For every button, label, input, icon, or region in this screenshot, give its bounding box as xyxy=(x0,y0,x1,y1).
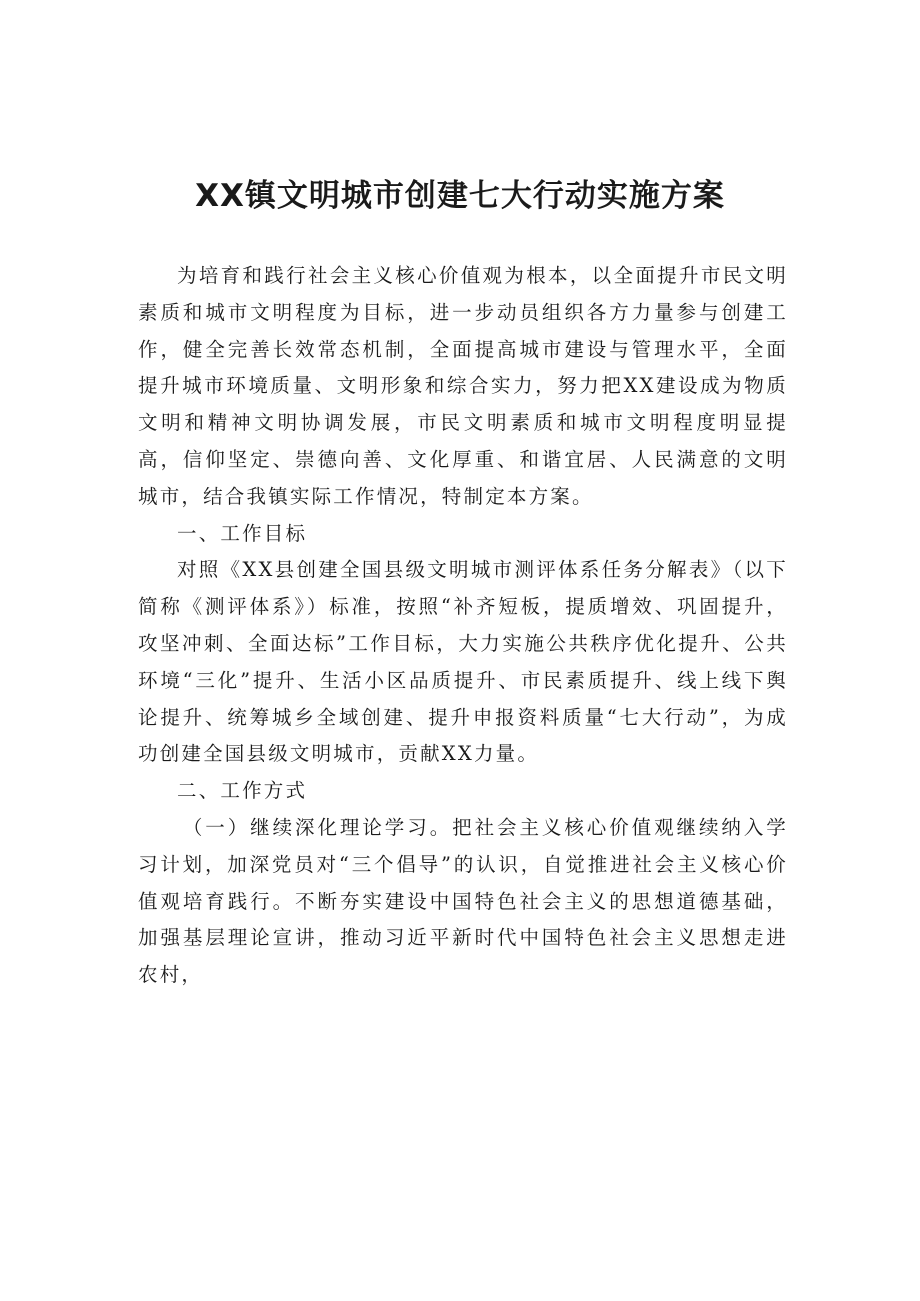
section-heading-methods: 二、工作方式 xyxy=(177,779,308,803)
methods-paragraph-1: （一）继续深化理论学习。把社会主义核心价值观继续纳入学习计划，加深党员对“三个倡导”的认识，自觉推进社会主义核心价值观培育践行。不断夯实建设中国特色社会主义的思想道德基础，加强基层理论宣讲，推动习近平新时代中国特色社会主义思想走进农村， xyxy=(138,815,788,987)
goals-paragraph: 对照《XX县创建全国县级文明城市测评体系任务分解表》（以下简称《测评体系》）标准，按照“补齐短板，提质增效、巩固提升，攻坚冲刺、全面达标”工作目标，大力实施公共秩序优化提升、公共环境“三化”提升、生活小区品质提升、市民素质提升、线上线下舆论提升、统筹城乡全域创建、提升申报资料质量“七大行动”，为成功创建全国县级文明城市，贡献XX力量。 xyxy=(138,558,788,766)
section-heading-goals: 一、工作目标 xyxy=(177,521,308,545)
document-body xyxy=(138,258,788,994)
intro-paragraph: 为培育和践行社会主义核心价值观为根本，以全面提升市民文明素质和城市文明程度为目标，进一步动员组织各方力量参与创建工作，健全完善长效常态机制，全面提高城市建设与管理水平，全面提升城市环境质量、文明形象和综合实力，努力把XX建设成为物质文明和精神文明协调发展，市民文明素质和城市文明程度明显提高，信仰坚定、崇德向善、文化厚重、和谐宜居、人民满意的文明城市，结合我镇实际工作情况，特制定本方案。 xyxy=(138,264,788,508)
document-title: XX镇文明城市创建七大行动实施方案 xyxy=(195,178,725,214)
